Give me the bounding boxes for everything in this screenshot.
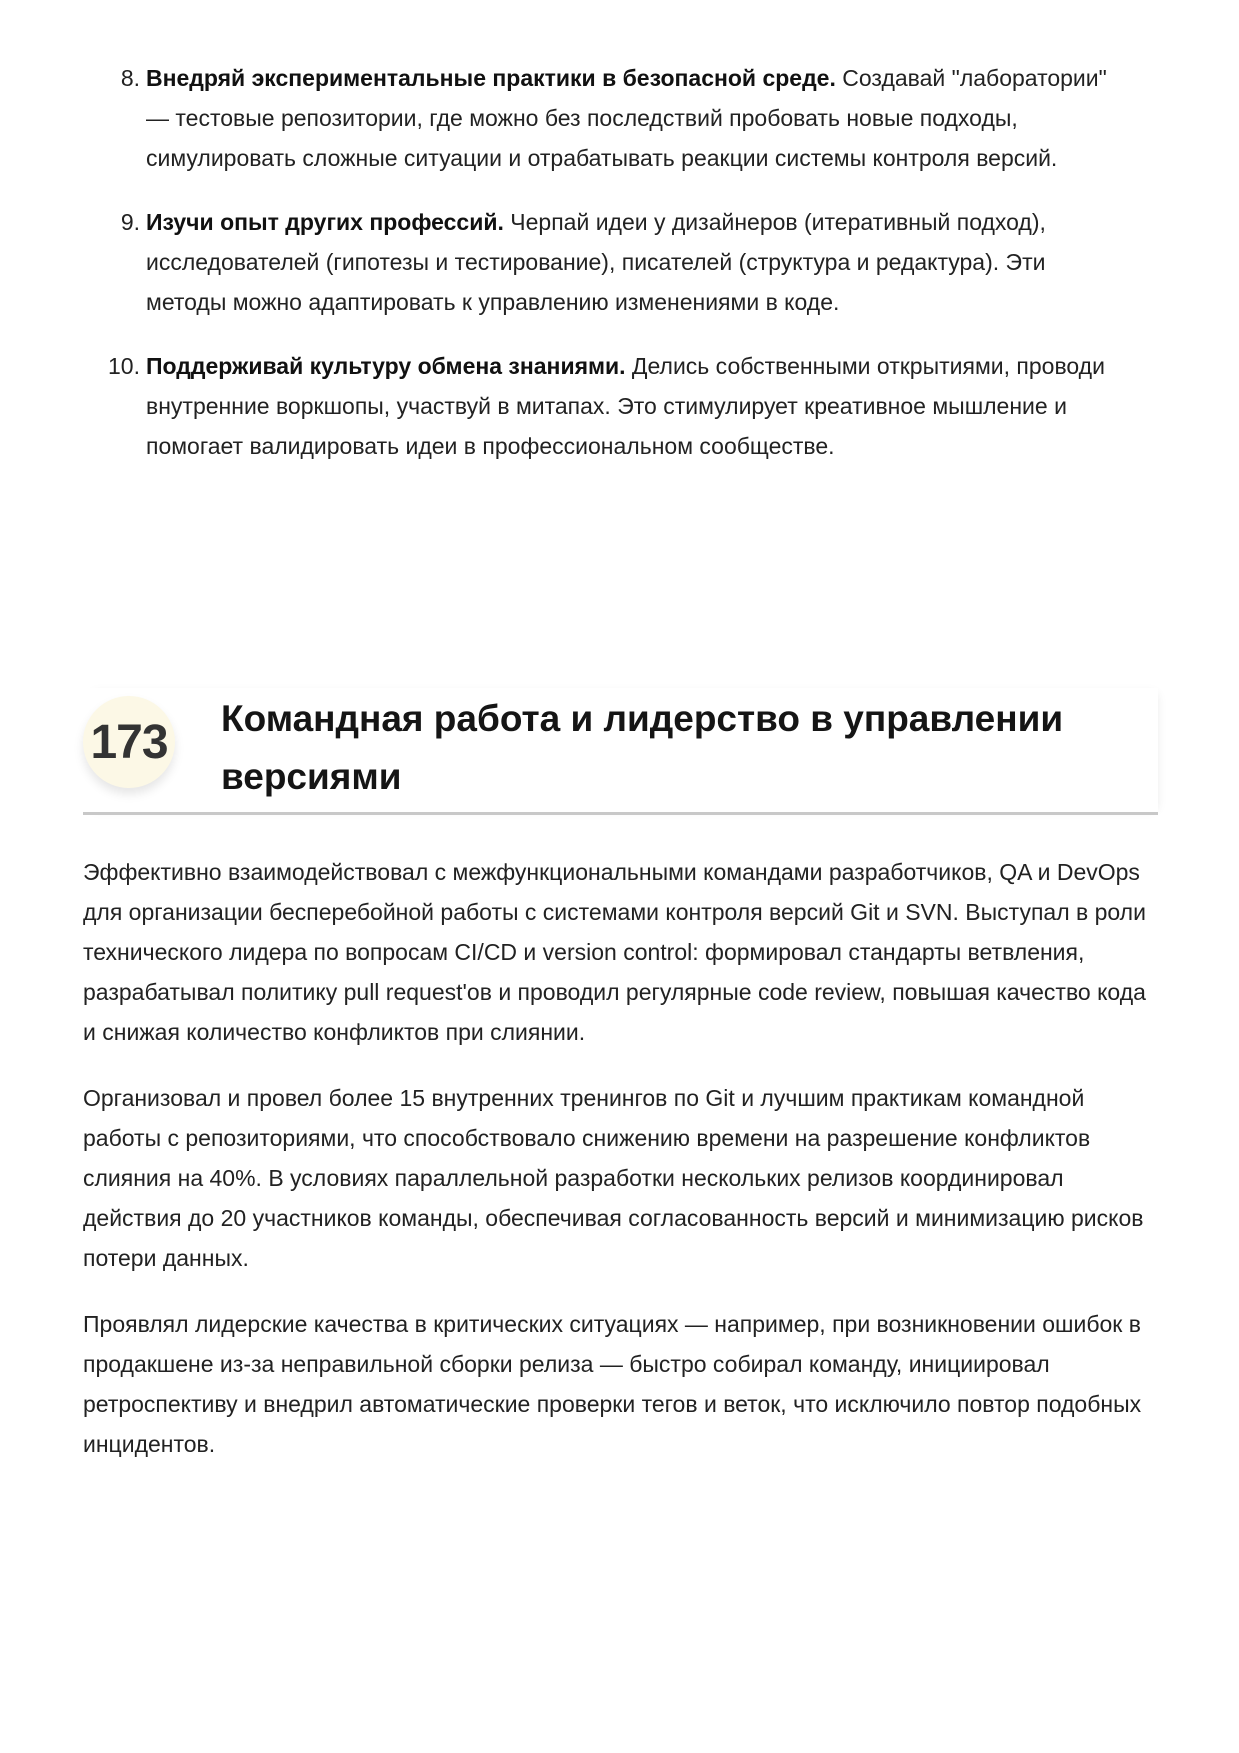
section-body — [83, 852, 1163, 1490]
list-item-number: 8. — [120, 65, 140, 91]
list-item-heading: Поддерживай культуру обмена знаниями. — [146, 353, 626, 379]
section-header — [83, 688, 1158, 815]
list-item — [100, 346, 1130, 466]
section-title: Командная работа и лидерство в управлении версиями — [221, 698, 1064, 797]
list-item-heading: Изучи опыт других профессий. — [146, 209, 504, 235]
list-item — [100, 202, 1130, 322]
paragraph: Организовал и провел более 15 внутренних тренингов по Git и лучшим практикам командной работы с репозиториями, что способствовало снижению времени на разрешение конфликтов слияния на 40%. В условиях параллельной разработки нескольких релизов координировал действия до 20 участников команды, обеспечивая согласованность версий и минимизацию рисков потери данных. — [83, 1085, 1144, 1271]
list-item-number: 9. — [120, 209, 140, 235]
section-number-badge: 173 — [83, 696, 175, 788]
list-item-number: 10. — [108, 353, 140, 379]
paragraph: Эффективно взаимодействовал с межфункциональными командами разработчиков, QA и DevOps для организации бесперебойной работы с системами контроля версий Git и SVN. Выступал в роли технического лидера по вопросам CI/CD и version control: формировал стандарты ветвления, разрабатывал политику pull request'ов и проводил регулярные code review, повышая качество кода и снижая количество конфликтов при слиянии. — [83, 859, 1146, 1045]
list-item-heading: Внедряй экспериментальные практики в безопасной среде. — [146, 65, 836, 91]
list-item — [100, 58, 1130, 178]
list-item-text: Создавай "лаборатории" — тестовые репозитории, где можно без последствий пробовать новые подходы, симулировать сложные ситуации и отрабатывать реакции системы контроля версий. — [146, 65, 1107, 171]
list-item-text: Черпай идеи у дизайнеров (итеративный подход), исследователей (гипотезы и тестирование), писателей (структура и редактура). Эти методы можно адаптировать к управлению изменениями в коде. — [146, 209, 1046, 315]
tips-list — [100, 58, 1130, 490]
list-item-text: Делись собственными открытиями, проводи внутренние воркшопы, участвуй в митапах. Это стимулирует креативное мышление и помогает валидировать идеи в профессиональном сообществе. — [146, 353, 1105, 459]
paragraph: Проявлял лидерские качества в критических ситуациях — например, при возникновении ошибок в продакшене из-за неправильной сборки релиза — быстро собирал команду, инициировал ретроспективу и внедрил автоматические проверки тегов и веток, что исключило повтор подобных инцидентов. — [83, 1311, 1142, 1457]
